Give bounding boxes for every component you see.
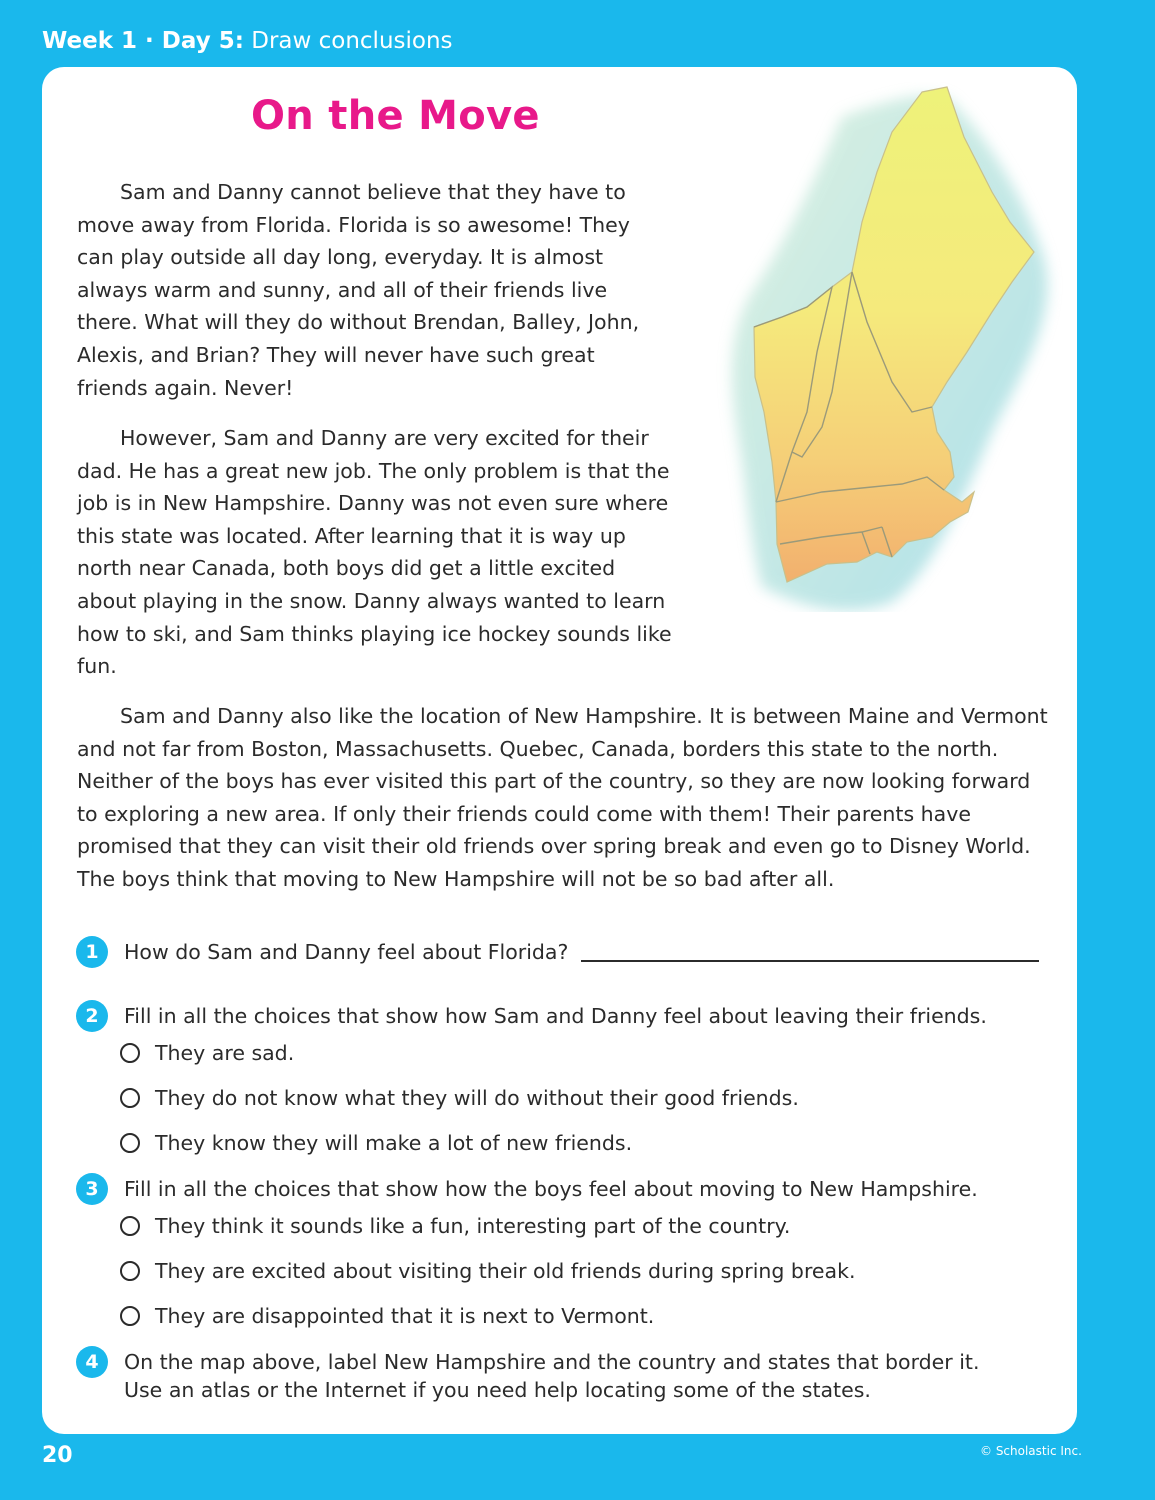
radio-circle-icon[interactable] <box>120 1133 140 1153</box>
copyright-notice: © Scholastic Inc. <box>980 1444 1082 1458</box>
question-3 <box>76 1173 1046 1328</box>
question-number-badge: 3 <box>76 1173 108 1205</box>
answer-line[interactable] <box>581 960 1039 962</box>
question-4 <box>76 1346 1046 1406</box>
radio-circle-icon[interactable] <box>120 1306 140 1326</box>
question-number-badge: 1 <box>76 936 108 968</box>
radio-circle-icon[interactable] <box>120 1088 140 1108</box>
skill-label: Draw conclusions <box>251 28 453 54</box>
choice-label: They are disappointed that it is next to Vermont. <box>155 1304 655 1328</box>
worksheet-card <box>42 67 1077 1434</box>
question-text-line-1: On the map above, label New Hampshire and the country and states that border it. <box>124 1350 980 1374</box>
answer-choice[interactable] <box>120 1258 855 1284</box>
paragraph-2: However, Sam and Danny are very excited for their dad. He has a great new job. The only problem is that the job is in New Hampshire. Danny was not even sure where this state was located. After learning that it is way up north near Canada, both boys did get a little excited about playing in the snow. Danny always wanted to learn how to ski, and Sam thinks playing ice hockey sounds like fun. <box>77 426 672 679</box>
question-number-badge: 4 <box>76 1346 108 1378</box>
question-2 <box>76 1000 1046 1155</box>
choice-label: They know they will make a lot of new friends. <box>155 1131 633 1155</box>
question-text: How do Sam and Danny feel about Florida? <box>124 940 569 964</box>
paragraph-3: Sam and Danny also like the location of New Hampshire. It is between Maine and Vermont and not far from Boston, Massachusetts. Quebec, Canada, borders this state to the north. Neither of the boys has ever visited this part of the country, so they are now looking forward to exploring a new area. If only their friends could come with them! Their parents have promised that they can visit their old friends over spring break and even go to Disney World. The boys think that moving to New Hampshire will not be so bad after all. <box>77 704 1048 891</box>
story-title: On the Move <box>251 93 540 139</box>
answer-choice[interactable] <box>120 1040 294 1066</box>
choice-label: They are excited about visiting their old friends during spring break. <box>155 1259 856 1283</box>
choice-label: They do not know what they will do without their good friends. <box>155 1086 799 1110</box>
answer-choice[interactable] <box>120 1085 799 1111</box>
question-text: Fill in all the choices that show how the boys feel about moving to New Hampshire. <box>124 1177 978 1201</box>
question-text-line-2: Use an atlas or the Internet if you need help locating some of the states. <box>124 1378 871 1402</box>
answer-choice[interactable] <box>120 1213 790 1239</box>
answer-choice[interactable] <box>120 1130 632 1156</box>
page-header <box>42 28 453 54</box>
paragraph-1: Sam and Danny cannot believe that they have to move away from Florida. Florida is so awesome! They can play outside all day long, everyday. It is almost always warm and sunny, and all of their friends live there. What will they do without Brendan, Balley, John, Alexis, and Brian? They will never have such great friends again. Never! <box>77 180 640 400</box>
choice-label: They think it sounds like a fun, interesting part of the country. <box>155 1214 791 1238</box>
question-number-badge: 2 <box>76 1000 108 1032</box>
choice-label: They are sad. <box>155 1041 295 1065</box>
page-number: 20 <box>42 1443 73 1468</box>
answer-choice[interactable] <box>120 1303 654 1329</box>
radio-circle-icon[interactable] <box>120 1043 140 1063</box>
new-england-map-icon <box>692 82 1067 612</box>
radio-circle-icon[interactable] <box>120 1216 140 1236</box>
question-text: Fill in all the choices that show how Sam and Danny feel about leaving their friends. <box>124 1004 987 1028</box>
week-day-label: Week 1 · Day 5: <box>42 28 244 54</box>
radio-circle-icon[interactable] <box>120 1261 140 1281</box>
question-1 <box>76 936 1046 968</box>
question-text <box>124 1348 979 1404</box>
